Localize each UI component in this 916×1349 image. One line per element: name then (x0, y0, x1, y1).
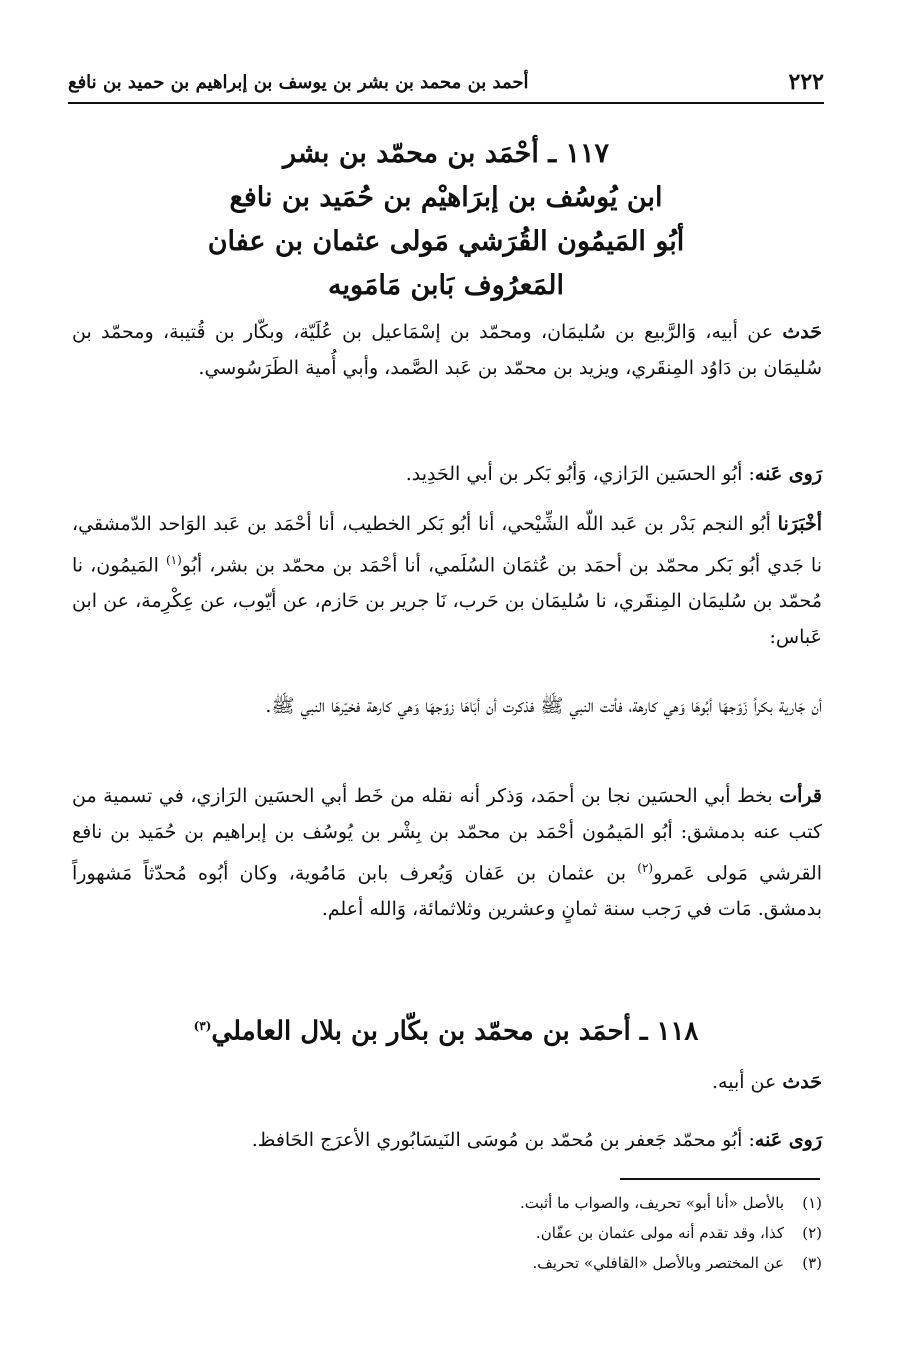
entry-118-narrators (72, 1122, 822, 1158)
footnote-text: عن المختصر وبالأصل «القافلي» تحريف. (532, 1254, 784, 1272)
footnote-divider (620, 1178, 820, 1180)
entry-118-title (68, 1004, 824, 1054)
footnote-ref[interactable]: (٣) (193, 1019, 212, 1033)
paragraph-text: بن عثمان بن عَفان وَيُعرف بابن مَامُوية، وكان أبُوه مُحدّثاً مَشهوراً بدمشق. مَات في رَجب سنة ثمانٍ وعشرين وثلاثمائة، وَالله أعلم. (72, 862, 822, 921)
entry-117-title-line: المَعرُوف بَابن مَامَويه (328, 270, 564, 301)
footnote-ref[interactable]: (٢) (637, 861, 654, 875)
paragraph-text: أن جَارية بكراً زَوّجهَا أبُوهَا وَهي كارهة، فأتت النبي ﷺ فذكرت أن أبَاهَا زوّجهَا وَهي كارهة فخيّرهَا النبي ﷺ. (265, 695, 822, 717)
footnote-number: (٢) (802, 1224, 822, 1242)
keyword-qara: قرأت (779, 785, 822, 807)
entry-117-title-line: أبُو المَيمُون القُرَشي مَولى عثمان بن عفان (207, 226, 685, 257)
footnote-number: (١) (802, 1194, 822, 1212)
footnotes (72, 1188, 822, 1278)
paragraph-text: أبُو النجم بَدْر بن عَبد اللّه الشِّيْحي، أنا أبُو بَكر الخطيب، أنا أحْمَد بن عَبد الوَاحد الدّمشقي، نا جَدي أبُو بَكر محمّد بن أحمَد بن عُثمَان السُلَمي، أنا أحْمَد بن محمّد بن بشر، أبُو (72, 513, 822, 577)
paragraph-text: عن أبيه. (711, 1071, 783, 1093)
footnote (72, 1248, 822, 1278)
footnote (72, 1188, 822, 1218)
entry-117-reading (72, 778, 822, 927)
page-number: ٢٢٢ (788, 69, 824, 95)
entry-117-title (68, 132, 824, 308)
running-title: أحمد بن محمد بن بشر بن يوسف بن إبراهيم بن حميد بن نافع (68, 71, 529, 93)
entry-117-title-line: ١١٧ ـ أحْمَد بن محمّد بن بشر (282, 138, 610, 169)
keyword-akhbarana: أخْبَرَنا (777, 513, 822, 535)
footnote-number: (٣) (802, 1254, 822, 1272)
footnote-text: بالأصل «أنا أبو» تحريف، والصواب ما أثبت. (519, 1194, 784, 1212)
entry-117-hadith (72, 688, 822, 724)
page-header (68, 62, 824, 104)
footnote-text: كذا، وقد تقدم أنه مولى عثمان بن عفّان. (535, 1224, 784, 1242)
entry-117-title-line: ابن يُوسُف بن إبرَاهيْم بن حُمَيد بن نافع (229, 182, 663, 213)
entry-118-narrated-from (72, 1064, 822, 1100)
keyword-rawa: رَوى عَنه (754, 463, 822, 485)
footnote-ref[interactable]: (١) (165, 553, 182, 567)
keyword-haddath: حَدث (782, 1071, 822, 1093)
footnote (72, 1218, 822, 1248)
paragraph-text: بخط أبي الحسَين نجا بن أحمَد، وَذكر أنه نقله من خَط أبي الحسَين الرَازي، في تسمية من كتب عنه بدمشق: أبُو المَيمُون أحْمَد بن محمّد بن بِشْر بن يُوسُف بن إبراهيم بن حُمَيد بن نافع القرشي مَولى عَمرو (72, 785, 822, 885)
paragraph-text: : أبُو محمّد جَعفر بن مُحمّد بن مُوسَى النَيسَابُوري الأعرَج الحَافظ. (251, 1129, 755, 1151)
paragraph-text: عن أبيه، وَالرَّبيع بن سُليمَان، ومحمّد بن إسْمَاعيل بن عُلَيّة، وبكّار بن قُتيبة، ومحمّد بن سُليمَان بن دَاوُد المِنقَري، ويزيد بن محمّد بن عَبد الصَّمد، وأبي أُمية الطَرَسُوسي. (72, 321, 822, 379)
entry-117-narrated-from (72, 314, 822, 386)
keyword-haddath: حَدث (782, 321, 822, 343)
entry-118-title-text: ١١٨ ـ أحمَد بن محمّد بن بكّار بن بلال العاملي (211, 1016, 699, 1047)
keyword-rawa: رَوى عَنه (754, 1129, 822, 1151)
paragraph-text: المَيمُون، نا مُحمّد بن سُليمَان المِنقَري، نا سُليمَان بن حَرب، نَا جرير بن حَازم، عن أيّوب، عن عِكْرِمة، عن ابن عَباس: (72, 554, 822, 649)
paragraph-text: : أبُو الحسَين الرَازي، وَأبُو بَكر بن أبي الحَدِيد. (405, 463, 755, 485)
entry-117-isnad (72, 506, 822, 655)
entry-117-narrators (72, 456, 822, 492)
